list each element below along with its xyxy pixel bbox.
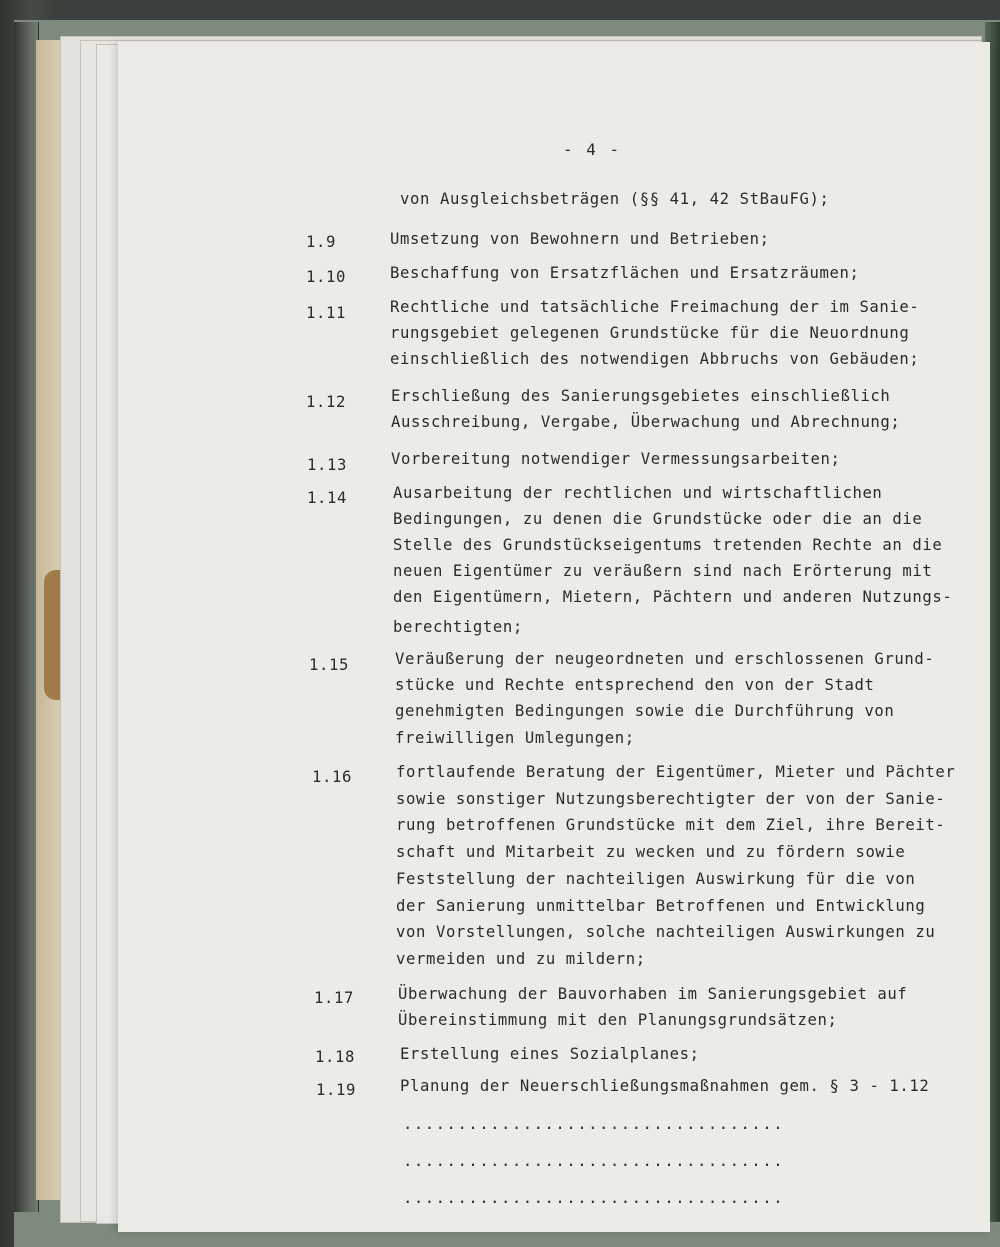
item-number: 1.17 — [314, 989, 354, 1007]
item-number: 1.19 — [316, 1081, 356, 1099]
item-text-line: berechtigten; — [393, 618, 523, 636]
item-number: 1.18 — [315, 1048, 355, 1066]
item-text-line: Veräußerung der neugeordneten und erschlossenen Grund- — [395, 650, 935, 668]
item-number: 1.13 — [307, 456, 347, 474]
item-text-line: freiwilligen Umlegungen; — [395, 729, 635, 747]
item-text-line: vermeiden und zu mildern; — [396, 950, 646, 968]
item-text-line: Feststellung der nachteiligen Auswirkung für die von — [396, 870, 916, 888]
item-text-line: rung betroffenen Grundstücke mit dem Ziel, ihre Bereit- — [396, 816, 946, 834]
item-text-line: einschließlich des notwendigen Abbruchs von Gebäuden; — [390, 350, 920, 368]
item-text-line: sowie sonstiger Nutzungsberechtigter der von der Sanie- — [396, 790, 946, 808]
item-text-line: schaft und Mitarbeit zu wecken und zu fördern sowie — [396, 843, 906, 861]
item-number: 1.15 — [309, 656, 349, 674]
item-number: 1.10 — [306, 268, 346, 286]
item-text-line: von Vorstellungen, solche nachteiligen Auswirkungen zu — [396, 923, 936, 941]
item-number: 1.16 — [312, 768, 352, 786]
item-text-line: der Sanierung unmittelbar Betroffenen und Entwicklung — [396, 897, 926, 915]
item-number: 1.12 — [306, 393, 346, 411]
intro-line: von Ausgleichsbeträgen (§§ 41, 42 StBauFG); — [400, 190, 830, 208]
dotted-fill-line: ................................... — [403, 1152, 785, 1170]
item-text-line: Stelle des Grundstückseigentums tretenden Rechte an die — [393, 536, 943, 554]
dotted-fill-line: ................................... — [403, 1115, 785, 1133]
item-text-line: stücke und Rechte entsprechend den von der Stadt — [395, 676, 875, 694]
item-text-line: Erschließung des Sanierungsgebietes einschließlich — [391, 387, 891, 405]
item-text-line: Planung der Neuerschließungsmaßnahmen gem. § 3 - 1.12 — [400, 1077, 930, 1095]
item-text-line: Rechtliche und tatsächliche Freimachung der im Sanie- — [390, 298, 920, 316]
item-text-line: Erstellung eines Sozialplanes; — [400, 1045, 700, 1063]
item-number: 1.14 — [307, 489, 347, 507]
item-text-line: Vorbereitung notwendiger Vermessungsarbeiten; — [391, 450, 841, 468]
item-text-line: Beschaffung von Ersatzflächen und Ersatzräumen; — [390, 264, 860, 282]
dotted-fill-line: ................................... — [403, 1189, 785, 1207]
item-text-line: Überwachung der Bauvorhaben im Sanierungsgebiet auf — [398, 985, 908, 1003]
item-text-line: Umsetzung von Bewohnern und Betrieben; — [390, 230, 770, 248]
item-text-line: genehmigten Bedingungen sowie die Durchführung von — [395, 702, 895, 720]
item-text-line: Ausarbeitung der rechtlichen und wirtschaftlichen — [393, 484, 883, 502]
item-text-line: fortlaufende Beratung der Eigentümer, Mieter und Pächter — [396, 763, 956, 781]
item-number: 1.9 — [306, 233, 336, 251]
item-text-line: neuen Eigentümer zu veräußern sind nach Erörterung mit — [393, 562, 933, 580]
item-text-line: Übereinstimmung mit den Planungsgrundsätzen; — [398, 1011, 838, 1029]
item-text-line: Ausschreibung, Vergabe, Überwachung und Abrechnung; — [391, 413, 901, 431]
item-text-line: Bedingungen, zu denen die Grundstücke oder die an die — [393, 510, 923, 528]
page-number: - 4 - — [563, 140, 622, 159]
item-text-line: rungsgebiet gelegenen Grundstücke für die Neuordnung — [390, 324, 910, 342]
item-text-line: den Eigentümern, Mietern, Pächtern und anderen Nutzungs- — [393, 588, 953, 606]
item-number: 1.11 — [306, 304, 346, 322]
